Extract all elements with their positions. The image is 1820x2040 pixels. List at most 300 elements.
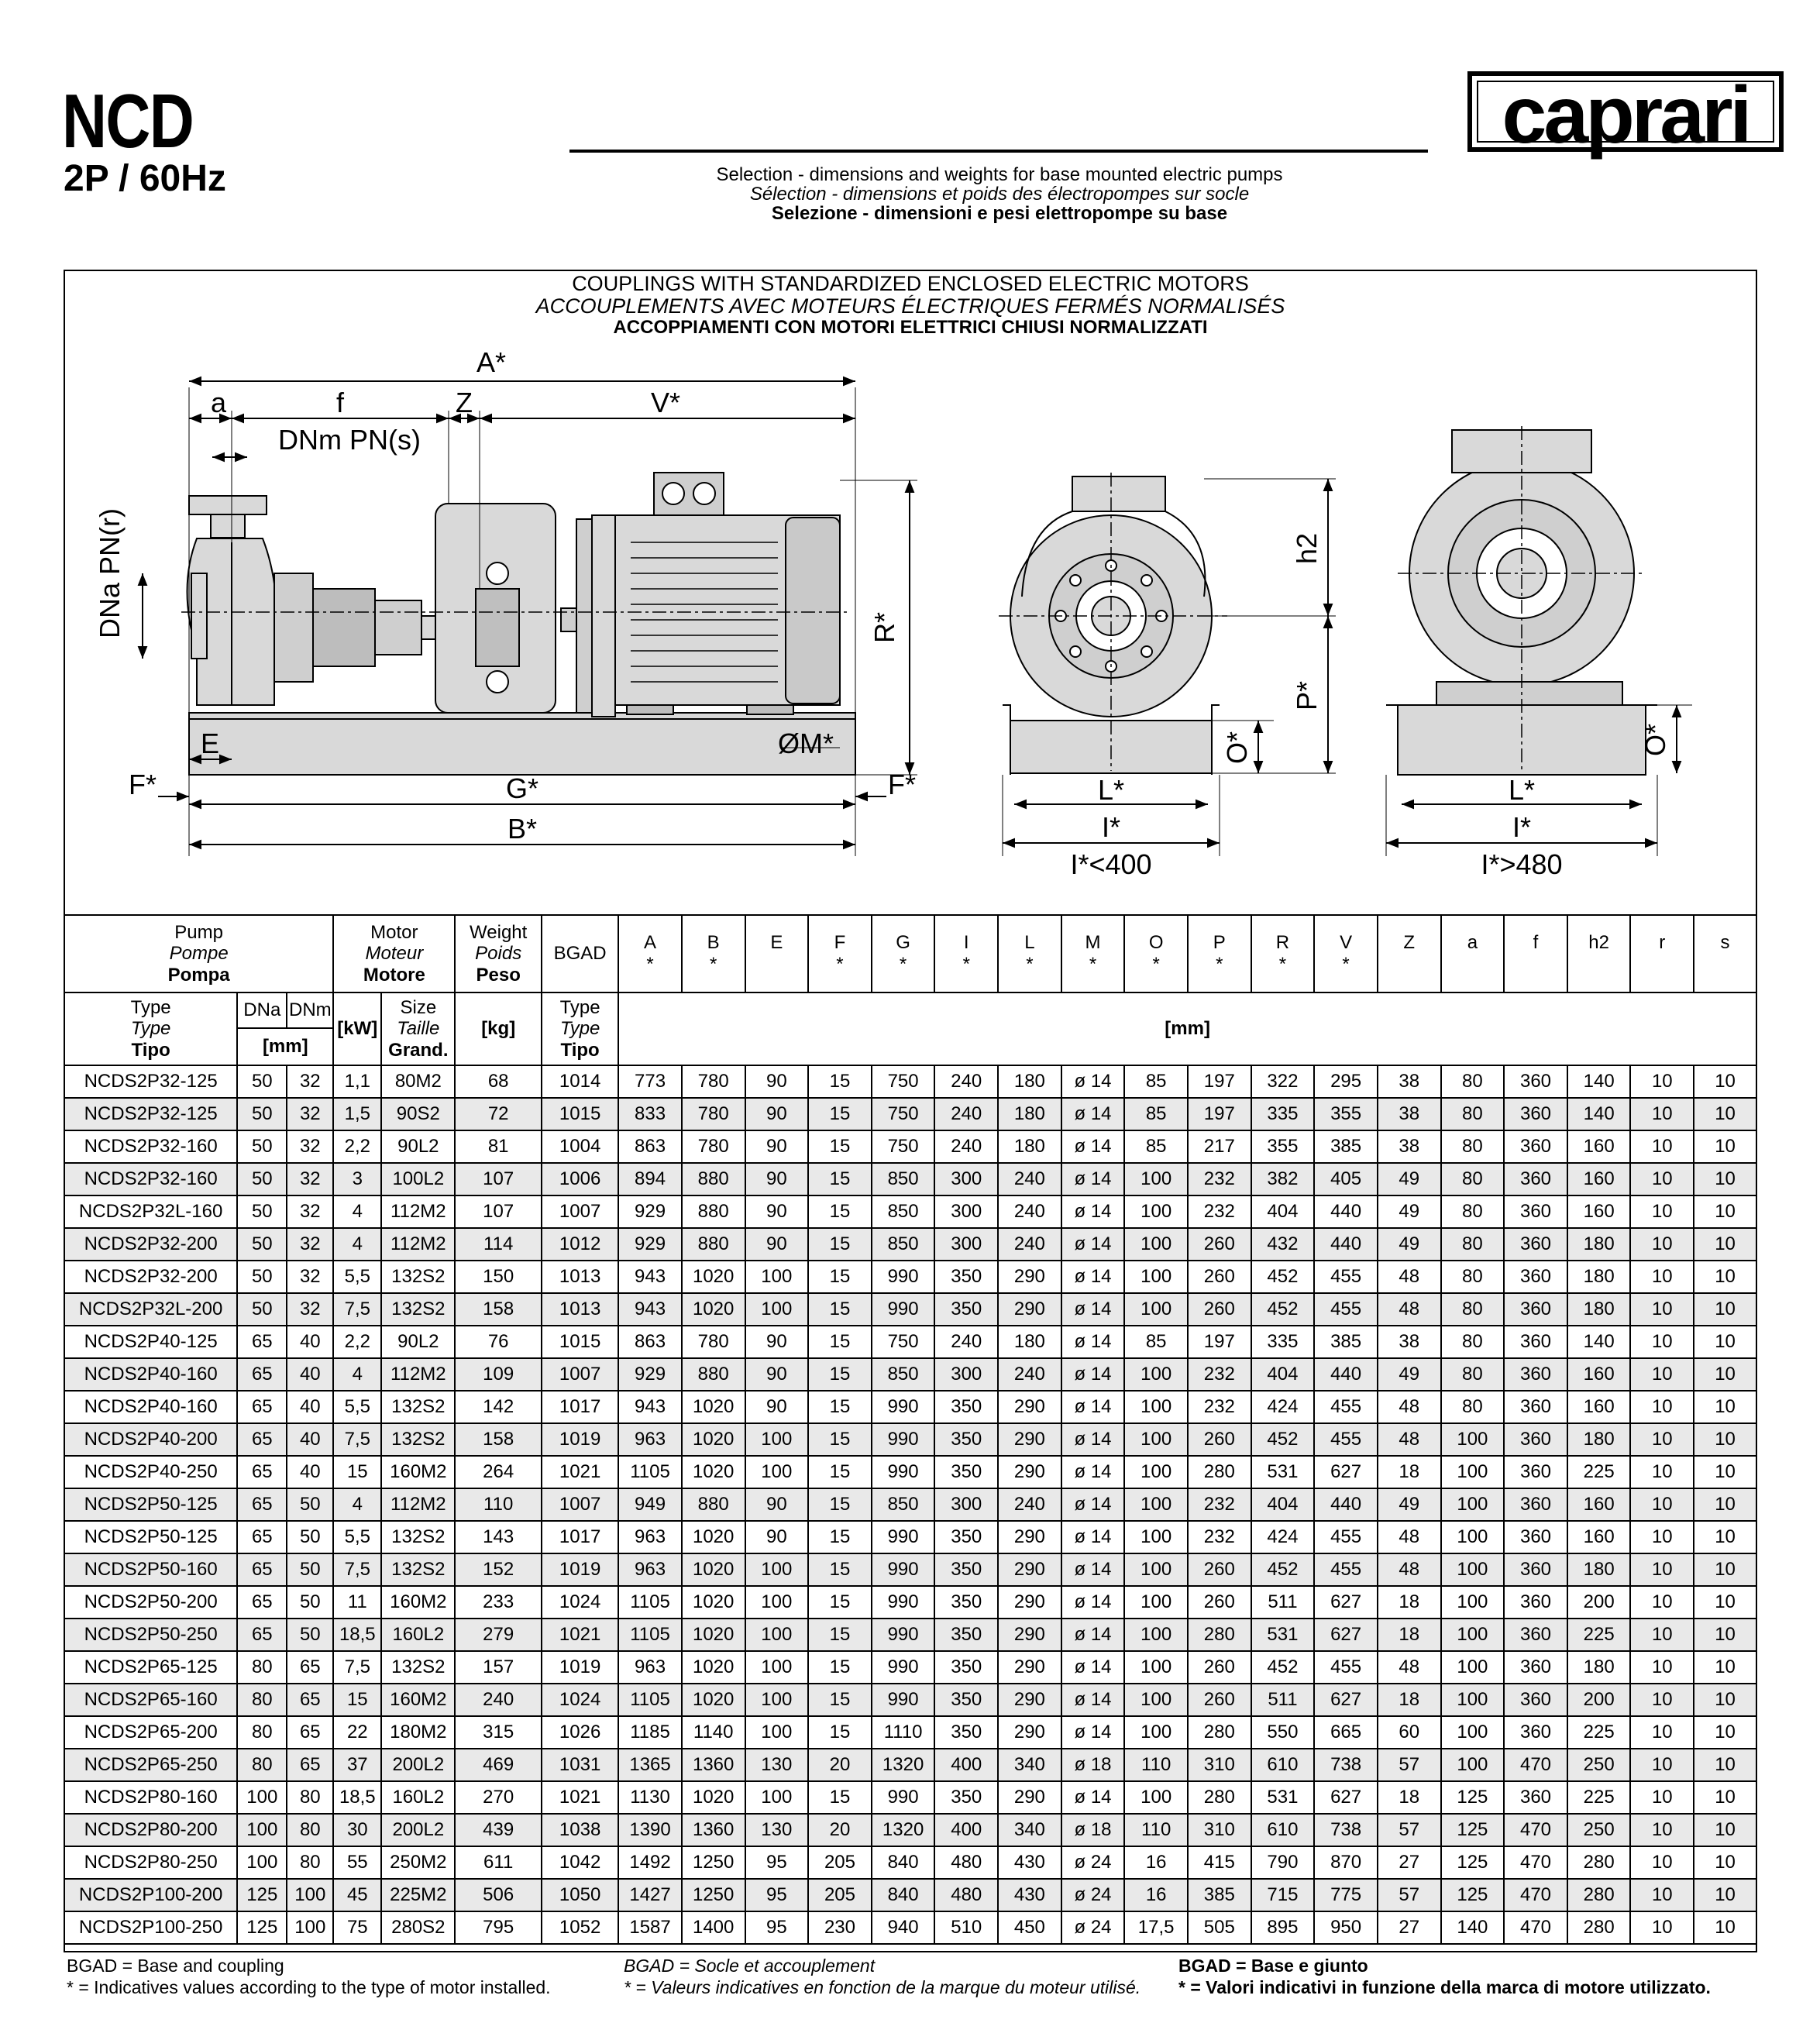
table-cell: 180 [1567, 1651, 1631, 1684]
dim-a: a [210, 387, 227, 418]
table-cell: 10 [1694, 1749, 1756, 1781]
table-row [64, 1651, 1756, 1684]
table-cell: 750 [872, 1098, 935, 1130]
table-cell: 10 [1694, 1456, 1756, 1488]
table-cell: 929 [618, 1358, 682, 1391]
table-cell: 10 [1630, 1065, 1694, 1098]
table-cell: 1013 [542, 1293, 618, 1326]
table-cell: 65 [237, 1521, 287, 1553]
table-cell: 100 [1124, 1651, 1188, 1684]
table-cell: 100 [237, 1814, 287, 1846]
table-cell: 15 [333, 1684, 381, 1716]
table-cell: 400 [934, 1814, 998, 1846]
table-cell: 440 [1314, 1488, 1378, 1521]
table-cell: 100 [745, 1619, 809, 1651]
table-cell: ø 14 [1061, 1163, 1125, 1195]
table-cell: 1,1 [333, 1065, 381, 1098]
header-row-1 [64, 915, 1756, 992]
table-cell: 1020 [682, 1781, 745, 1814]
table-cell: 100 [1441, 1586, 1505, 1619]
table-cell: 350 [934, 1261, 998, 1293]
table-cell: 260 [1188, 1261, 1251, 1293]
table-cell: ø 14 [1061, 1065, 1125, 1098]
table-cell: 65 [237, 1391, 287, 1423]
table-cell: 738 [1314, 1749, 1378, 1781]
table-cell: 80 [1441, 1130, 1505, 1163]
table-cell: 455 [1314, 1261, 1378, 1293]
table-cell: 880 [682, 1195, 745, 1228]
table-cell: 260 [1188, 1423, 1251, 1456]
table-cell: 260 [1188, 1293, 1251, 1326]
table-cell: 15 [808, 1195, 872, 1228]
table-cell: 160 [1567, 1130, 1631, 1163]
table-cell: 130 [745, 1749, 809, 1781]
table-cell: 455 [1314, 1521, 1378, 1553]
dim-L-2: L* [1508, 774, 1536, 806]
table-cell: 95 [745, 1846, 809, 1879]
header-dim: L * [998, 915, 1061, 992]
table-cell: 1019 [542, 1553, 618, 1586]
table-cell: 233 [455, 1586, 542, 1619]
table-cell: 1026 [542, 1716, 618, 1749]
table-cell: 350 [934, 1423, 998, 1456]
table-cell: 90 [745, 1358, 809, 1391]
table-cell: 1130 [618, 1781, 682, 1814]
table-cell: 1020 [682, 1586, 745, 1619]
table-cell: 140 [1567, 1326, 1631, 1358]
table-cell: 470 [1504, 1911, 1567, 1944]
table-cell: 55 [333, 1846, 381, 1879]
table-cell: 125 [237, 1879, 287, 1911]
table-cell: 132S2 [381, 1423, 455, 1456]
table-cell: 152 [455, 1553, 542, 1586]
table-cell: ø 14 [1061, 1358, 1125, 1391]
table-cell: 90 [745, 1326, 809, 1358]
table-cell: 382 [1251, 1163, 1315, 1195]
table-cell: 10 [1630, 1293, 1694, 1326]
table-cell: 48 [1378, 1261, 1441, 1293]
table-cell: 1020 [682, 1423, 745, 1456]
table-cell: NCDS2P100-250 [64, 1911, 237, 1944]
dim-E: E [201, 728, 220, 759]
table-cell: 1105 [618, 1586, 682, 1619]
table-cell: 65 [287, 1684, 333, 1716]
table-cell: 470 [1504, 1879, 1567, 1911]
table-cell: 80 [1441, 1391, 1505, 1423]
table-cell: 863 [618, 1326, 682, 1358]
table-cell: 611 [455, 1846, 542, 1879]
table-cell: 1020 [682, 1684, 745, 1716]
table-cell: 80 [1441, 1326, 1505, 1358]
table-cell: 160 [1567, 1521, 1631, 1553]
table-cell: 963 [618, 1423, 682, 1456]
table-cell: 100 [745, 1456, 809, 1488]
table-cell: 18 [1378, 1619, 1441, 1651]
header-dim: s [1694, 915, 1756, 992]
table-cell: 81 [455, 1130, 542, 1163]
table-cell: 350 [934, 1521, 998, 1553]
table-cell: 4 [333, 1195, 381, 1228]
table-cell: 240 [934, 1326, 998, 1358]
table-cell: 15 [808, 1781, 872, 1814]
table-cell: 10 [1694, 1195, 1756, 1228]
table-cell: 1020 [682, 1619, 745, 1651]
table-cell: 1031 [542, 1749, 618, 1781]
table-cell: 90 [745, 1098, 809, 1130]
table-cell: 150 [455, 1261, 542, 1293]
table-cell: 4 [333, 1358, 381, 1391]
table-cell: 18,5 [333, 1619, 381, 1651]
table-cell: 10 [1630, 1488, 1694, 1521]
table-cell: 990 [872, 1391, 935, 1423]
caption-it: ACCOPPIAMENTI CON MOTORI ELETTRICI CHIUSI NORMALIZZATI [613, 317, 1208, 338]
table-cell: NCDS2P32-200 [64, 1261, 237, 1293]
table-cell: 850 [872, 1163, 935, 1195]
table-cell: 32 [287, 1195, 333, 1228]
header-dim: P * [1188, 915, 1251, 992]
table-row [64, 1326, 1756, 1358]
table-cell: 350 [934, 1586, 998, 1619]
table-cell: 880 [682, 1358, 745, 1391]
table-cell: 90 [745, 1488, 809, 1521]
table-cell: 132S2 [381, 1521, 455, 1553]
table-cell: 180 [1567, 1261, 1631, 1293]
footer-en: BGAD = Base and coupling * = Indicatives values according to the type of motor installed. [67, 1956, 551, 1997]
table-cell: 340 [998, 1814, 1061, 1846]
table-cell: 40 [287, 1423, 333, 1456]
table-cell: 80 [237, 1749, 287, 1781]
table-cell: 100 [1441, 1488, 1505, 1521]
table-cell: 109 [455, 1358, 542, 1391]
table-cell: 1014 [542, 1065, 618, 1098]
table-cell: 225 [1567, 1781, 1631, 1814]
table-cell: 107 [455, 1195, 542, 1228]
table-cell: 3 [333, 1163, 381, 1195]
table-cell: 80M2 [381, 1065, 455, 1098]
table-cell: 715 [1251, 1879, 1315, 1911]
table-cell: 10 [1630, 1521, 1694, 1553]
table-cell: 430 [998, 1879, 1061, 1911]
table-cell: 10 [1694, 1391, 1756, 1423]
table-cell: 15 [808, 1098, 872, 1130]
table-cell: 100 [287, 1879, 333, 1911]
table-cell: 100 [1124, 1261, 1188, 1293]
table-cell: 385 [1188, 1879, 1251, 1911]
table-cell: 80 [1441, 1261, 1505, 1293]
table-cell: 50 [237, 1195, 287, 1228]
table-cell: 929 [618, 1195, 682, 1228]
table-cell: 217 [1188, 1130, 1251, 1163]
table-cell: 340 [998, 1749, 1061, 1781]
table-cell: 10 [1630, 1586, 1694, 1619]
table-cell: 232 [1188, 1521, 1251, 1553]
dim-L-1: L* [1097, 774, 1125, 806]
table-cell: 350 [934, 1553, 998, 1586]
table-cell: 15 [808, 1553, 872, 1586]
header-dim: h2 [1567, 915, 1631, 992]
table-cell: 10 [1694, 1651, 1756, 1684]
table-cell: NCDS2P40-200 [64, 1423, 237, 1456]
table-cell: 18,5 [333, 1781, 381, 1814]
table-cell: 840 [872, 1846, 935, 1879]
table-cell: 38 [1378, 1065, 1441, 1098]
table-cell: ø 14 [1061, 1423, 1125, 1456]
table-cell: 38 [1378, 1326, 1441, 1358]
table-cell: 100 [1124, 1391, 1188, 1423]
table-cell: 750 [872, 1130, 935, 1163]
table-cell: 1007 [542, 1358, 618, 1391]
table-cell: 80 [1441, 1228, 1505, 1261]
table-cell: 773 [618, 1065, 682, 1098]
table-cell: 100 [1441, 1456, 1505, 1488]
table-cell: NCDS2P32L-160 [64, 1195, 237, 1228]
table-cell: 10 [1694, 1879, 1756, 1911]
table-cell: 50 [287, 1488, 333, 1521]
table-cell: 440 [1314, 1195, 1378, 1228]
table-cell: 440 [1314, 1228, 1378, 1261]
table-cell: 57 [1378, 1814, 1441, 1846]
table-cell: 300 [934, 1163, 998, 1195]
table-cell: 27 [1378, 1911, 1441, 1944]
table-cell: 360 [1504, 1098, 1567, 1130]
table-cell: 404 [1251, 1358, 1315, 1391]
table-cell: ø 14 [1061, 1521, 1125, 1553]
table-cell: 32 [287, 1098, 333, 1130]
table-cell: 1110 [872, 1716, 935, 1749]
table-cell: 197 [1188, 1326, 1251, 1358]
table-cell: 424 [1251, 1521, 1315, 1553]
table-cell: 1105 [618, 1619, 682, 1651]
table-cell: 850 [872, 1488, 935, 1521]
table-cell: 50 [287, 1619, 333, 1651]
table-cell: 360 [1504, 1065, 1567, 1098]
table-cell: NCDS2P50-200 [64, 1586, 237, 1619]
table-cell: 240 [934, 1098, 998, 1130]
table-cell: 424 [1251, 1391, 1315, 1423]
footer-it: BGAD = Base e giunto * = Valori indicativi in funzione della marca di motore utilizzato. [1178, 1956, 1711, 1997]
table-cell: 963 [618, 1651, 682, 1684]
header-bgad-type: Type Type Tipo [542, 992, 618, 1065]
table-cell: 112M2 [381, 1195, 455, 1228]
table-cell: 160L2 [381, 1619, 455, 1651]
caption-en: COUPLINGS WITH STANDARDIZED ENCLOSED ELECTRIC MOTORS [572, 272, 1249, 295]
table-cell: 1105 [618, 1684, 682, 1716]
table-cell: 32 [287, 1065, 333, 1098]
table-cell: 240 [998, 1488, 1061, 1521]
table-cell: 10 [1630, 1456, 1694, 1488]
table-cell: 15 [333, 1456, 381, 1488]
table-cell: 750 [872, 1065, 935, 1098]
footer-fr: BGAD = Socle et accouplement * = Valeurs indicatives en fonction de la marque du moteur utilisé. [624, 1956, 1141, 1997]
page-title: NCD [62, 78, 194, 163]
table-cell: 360 [1504, 1130, 1567, 1163]
table-cell: 280 [1567, 1879, 1631, 1911]
table-cell: 100 [1124, 1293, 1188, 1326]
table-cell: 60 [1378, 1716, 1441, 1749]
table-cell: 38 [1378, 1098, 1441, 1130]
table-cell: 1020 [682, 1521, 745, 1553]
table-cell: 511 [1251, 1586, 1315, 1619]
table-cell: 50 [287, 1521, 333, 1553]
table-cell: 10 [1694, 1586, 1756, 1619]
table-cell: 100 [745, 1651, 809, 1684]
table-cell: 65 [237, 1326, 287, 1358]
table-cell: 1587 [618, 1911, 682, 1944]
table-cell: 160L2 [381, 1781, 455, 1814]
header-dna: DNa [237, 992, 287, 1028]
table-cell: 1250 [682, 1879, 745, 1911]
caption-fr: ACCOUPLEMENTS AVEC MOTEURS ÉLECTRIQUES FERMÉS NORMALISÉS [535, 294, 1285, 318]
table-cell: 100 [1124, 1781, 1188, 1814]
table-cell: 1390 [618, 1814, 682, 1846]
table-cell: ø 14 [1061, 1456, 1125, 1488]
header-weight: Weight Poids Peso [455, 915, 542, 992]
table-cell: 100 [1441, 1749, 1505, 1781]
table-cell: 360 [1504, 1521, 1567, 1553]
table-cell: ø 18 [1061, 1749, 1125, 1781]
table-cell: 10 [1630, 1684, 1694, 1716]
table-cell: 1427 [618, 1879, 682, 1911]
table-cell: 65 [287, 1716, 333, 1749]
table-cell: 450 [998, 1911, 1061, 1944]
table-cell: ø 14 [1061, 1684, 1125, 1716]
table-cell: ø 14 [1061, 1553, 1125, 1586]
table-cell: 15 [808, 1326, 872, 1358]
table-cell: 100L2 [381, 1163, 455, 1195]
table-cell: 850 [872, 1195, 935, 1228]
table-cell: 15 [808, 1228, 872, 1261]
table-cell: 322 [1251, 1065, 1315, 1098]
table-cell: 627 [1314, 1586, 1378, 1619]
table-cell: 10 [1694, 1228, 1756, 1261]
table-cell: ø 24 [1061, 1879, 1125, 1911]
table-cell: 16 [1124, 1879, 1188, 1911]
table-cell: 10 [1694, 1846, 1756, 1879]
table-cell: 10 [1694, 1684, 1756, 1716]
table-cell: 270 [455, 1781, 542, 1814]
table-cell: 1006 [542, 1163, 618, 1195]
table-cell: 85 [1124, 1065, 1188, 1098]
table-cell: 1015 [542, 1098, 618, 1130]
table-cell: 250 [1567, 1814, 1631, 1846]
table-cell: 158 [455, 1293, 542, 1326]
table-row [64, 1521, 1756, 1553]
table-cell: 232 [1188, 1195, 1251, 1228]
table-cell: 15 [808, 1163, 872, 1195]
table-cell: 125 [1441, 1879, 1505, 1911]
table-cell: 232 [1188, 1391, 1251, 1423]
table-cell: 10 [1630, 1911, 1694, 1944]
table-cell: 943 [618, 1293, 682, 1326]
table-cell: 27 [1378, 1846, 1441, 1879]
table-cell: 100 [1124, 1619, 1188, 1651]
table-cell: 132S2 [381, 1553, 455, 1586]
table-cell: 50 [237, 1293, 287, 1326]
table-cell: 863 [618, 1130, 682, 1163]
table-cell: 531 [1251, 1781, 1315, 1814]
table-cell: 80 [1441, 1163, 1505, 1195]
table-cell: 1038 [542, 1814, 618, 1846]
table-cell: 80 [287, 1846, 333, 1879]
table-cell: 100 [1441, 1684, 1505, 1716]
table-cell: 80 [1441, 1195, 1505, 1228]
table-cell: 870 [1314, 1846, 1378, 1879]
table-cell: 1021 [542, 1781, 618, 1814]
table-row [64, 1261, 1756, 1293]
table-cell: 929 [618, 1228, 682, 1261]
table-cell: 7,5 [333, 1651, 381, 1684]
table-cell: 80 [237, 1651, 287, 1684]
table-cell: 18 [1378, 1586, 1441, 1619]
header-dim: G * [872, 915, 935, 992]
table-cell: 48 [1378, 1521, 1441, 1553]
table-cell: 15 [808, 1423, 872, 1456]
table-cell: 665 [1314, 1716, 1378, 1749]
table-cell: 18 [1378, 1781, 1441, 1814]
table-cell: 452 [1251, 1651, 1315, 1684]
table-cell: 180M2 [381, 1716, 455, 1749]
table-cell: 65 [237, 1586, 287, 1619]
table-cell: 100 [237, 1781, 287, 1814]
table-cell: 795 [455, 1911, 542, 1944]
table-cell: 180 [998, 1098, 1061, 1130]
table-cell: 290 [998, 1781, 1061, 1814]
header-row-2 [64, 992, 1756, 1028]
table-cell: 100 [237, 1846, 287, 1879]
table-cell: 894 [618, 1163, 682, 1195]
table-cell: 300 [934, 1195, 998, 1228]
table-cell: 65 [287, 1651, 333, 1684]
dim-F-right: F* [888, 769, 916, 800]
table-cell: 360 [1504, 1358, 1567, 1391]
table-cell: 100 [745, 1423, 809, 1456]
dim-h2: h2 [1291, 532, 1323, 565]
header-size: Size Taille Grand. [381, 992, 455, 1065]
table-cell: 360 [1504, 1781, 1567, 1814]
dim-I-1: I* [1101, 811, 1121, 843]
table-cell: 360 [1504, 1586, 1567, 1619]
table-cell: 290 [998, 1293, 1061, 1326]
table-cell: 225 [1567, 1456, 1631, 1488]
table-cell: 17,5 [1124, 1911, 1188, 1944]
table-cell: 7,5 [333, 1293, 381, 1326]
table-cell: 49 [1378, 1228, 1441, 1261]
table-cell: 15 [808, 1456, 872, 1488]
table-cell: 100 [1124, 1586, 1188, 1619]
table-cell: 50 [237, 1098, 287, 1130]
table-cell: 1050 [542, 1879, 618, 1911]
table-cell: 280 [1567, 1911, 1631, 1944]
table-cell: 432 [1251, 1228, 1315, 1261]
table-cell: 360 [1504, 1619, 1567, 1651]
table-cell: 125 [1441, 1814, 1505, 1846]
header-dim: a [1441, 915, 1505, 992]
table-cell: 10 [1630, 1391, 1694, 1423]
table-cell: 40 [287, 1326, 333, 1358]
table-cell: 143 [455, 1521, 542, 1553]
table-cell: 404 [1251, 1488, 1315, 1521]
dim-A: A* [476, 346, 507, 378]
page-subtitle: 2P / 60Hz [64, 158, 226, 199]
table-cell: 15 [808, 1521, 872, 1553]
table-cell: 10 [1694, 1521, 1756, 1553]
table-cell: 15 [808, 1293, 872, 1326]
table-cell: 10 [1694, 1358, 1756, 1391]
header-motor: Motor Moteur Motore [333, 915, 455, 992]
table-cell: 990 [872, 1293, 935, 1326]
table-row [64, 1293, 1756, 1326]
table-cell: 880 [682, 1228, 745, 1261]
